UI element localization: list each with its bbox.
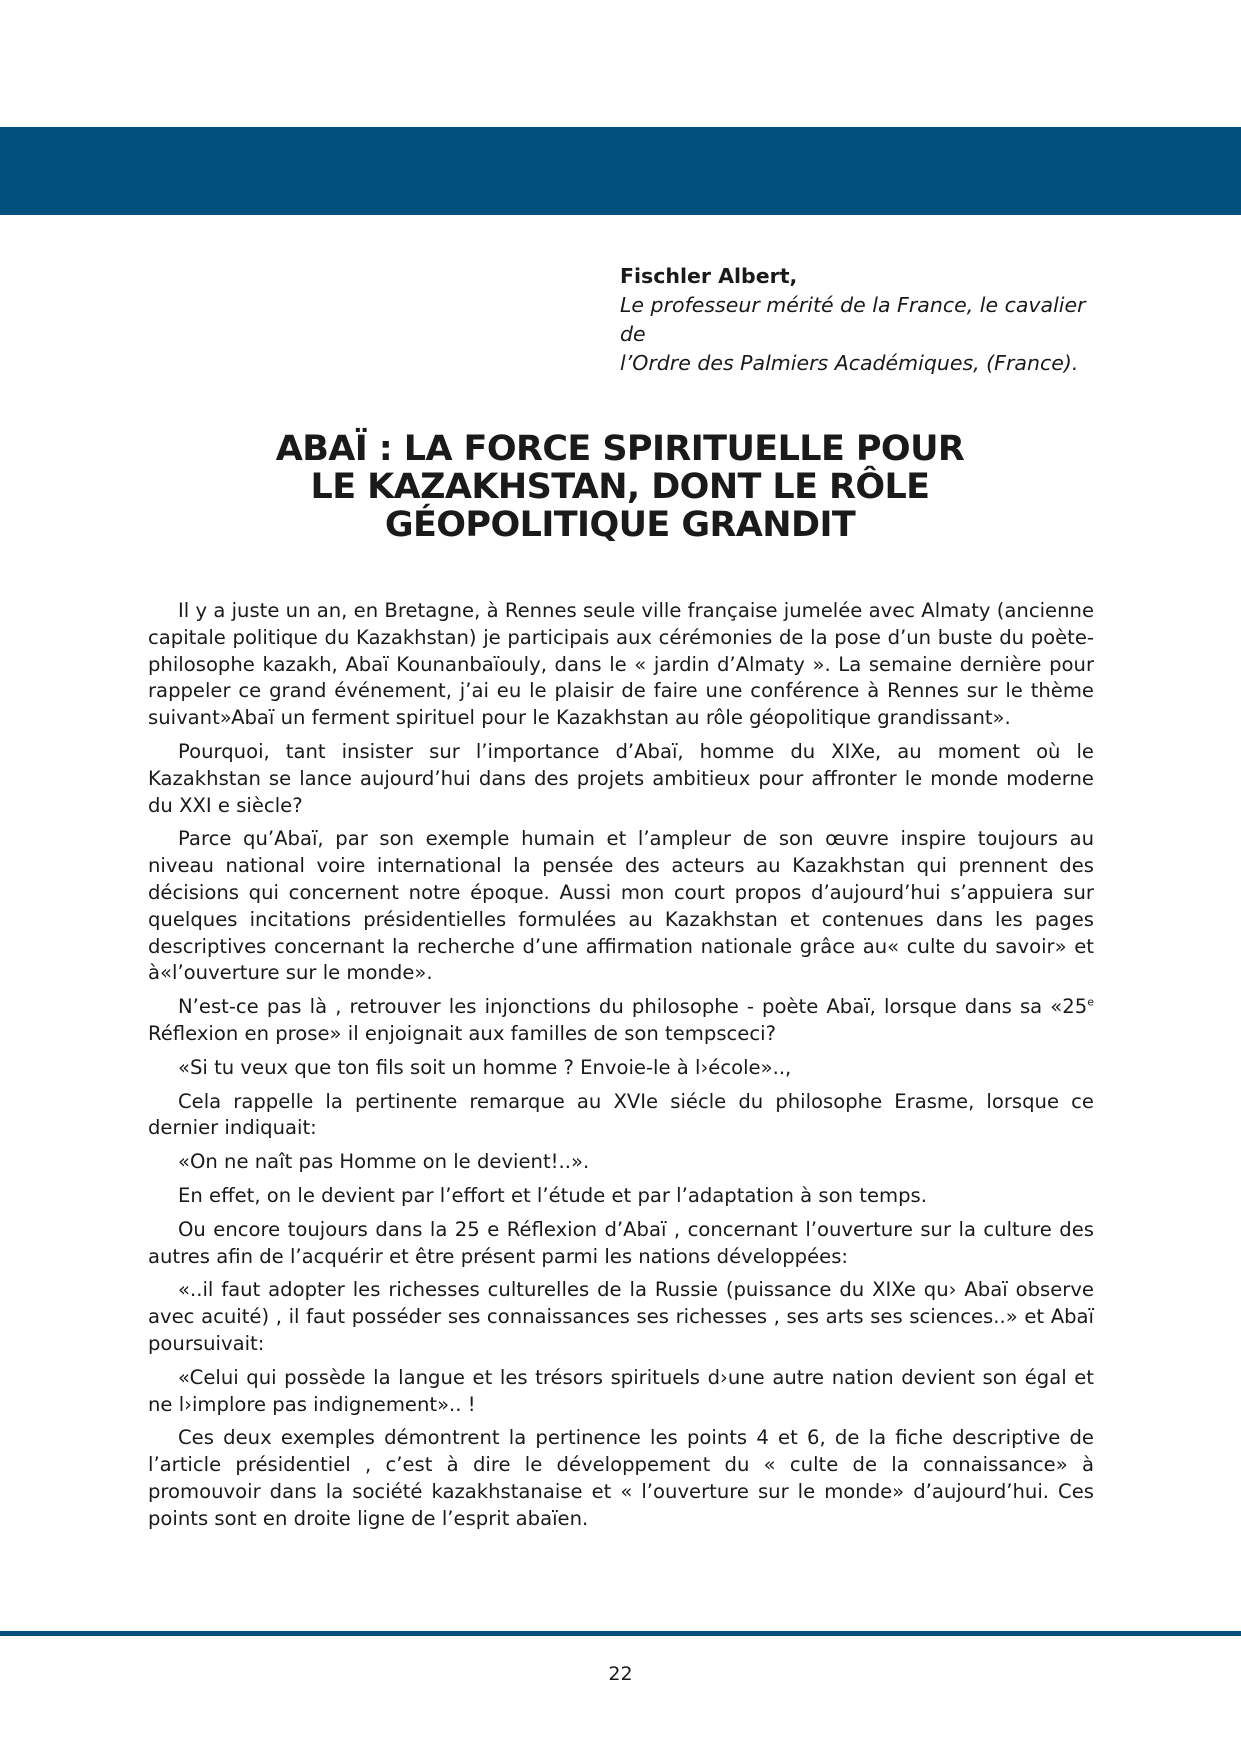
- author-role-line-2: l’Ordre des Palmiers Académiques, (France).: [620, 351, 1079, 375]
- paragraph-2: Pourquoi, tant insister sur l’importance d’Abaï, homme du XIXe, au moment où le Kazakhstan se lance aujourd’hui dans des projets ambitieux pour affronter le monde moderne du XXI e siècle?: [148, 739, 1094, 817]
- author-block: [620, 262, 1100, 378]
- article-title: [220, 430, 1020, 544]
- paragraph-7: «On ne naît pas Homme on le devient!..».: [178, 1150, 590, 1174]
- paragraph-5: «Si tu veux que ton fils soit un homme ? Envoie-le à l›école»..,: [178, 1055, 792, 1079]
- title-line-3: GÉOPOLITIQUE GRANDIT: [384, 505, 856, 545]
- paragraph-10: «..il faut adopter les richesses culturelles de la Russie (puissance du XIXe qu› Abaï observe avec acuité) , il faut posséder ses connaissances ses richesses , ses arts ses sciences..» et Abaï poursuivait:: [148, 1278, 1094, 1355]
- paragraph-6: Cela rappelle la pertinente remarque au XVIe siécle du philosophe Erasme, lorsque ce dernier indiquait:: [148, 1089, 1094, 1140]
- author-name: Fischler Albert,: [620, 264, 798, 288]
- paragraph-11: «Celui qui possède la langue et les trésors spirituels d›une autre nation devient son égal et ne l›implore pas indignement».. !: [148, 1365, 1094, 1416]
- paragraph-1: Il y a juste un an, en Bretagne, à Rennes seule ville française jumelée avec Almaty (ancienne capitale politique du Kazakhstan) je participais aux cérémonies de la pose d’un buste du poète-philosophe kazakh, Abaï Kounanbaïouly, dans le « jardin d’Almaty ». La semaine dernière pour rappeler ce grand événement, j’ai eu le plaisir de faire une conférence à Rennes sur le thème suivant»Abaï un ferment spirituel pour le Kazakhstan au rôle géopolitique grandissant».: [148, 599, 1094, 730]
- page-number: 22: [608, 1663, 633, 1685]
- article-body: [148, 598, 1094, 1540]
- paragraph-4-tail: Réflexion en prose» il enjoignait aux familles de son tempsceci?: [148, 1021, 776, 1045]
- paragraph-4: [148, 994, 1094, 1048]
- title-line-1: ABAЇ : LA FORCE SPIRITUELLE POUR: [275, 429, 965, 469]
- paragraph-9: Ou encore toujours dans la 25 e Réflexion d’Abaï , concernant l’ouverture sur la culture des autres afin de l’acquérir et être présent parmi les nations développées:: [148, 1217, 1094, 1268]
- paragraph-12: Ces deux exemples démontrent la pertinence les points 4 et 6, de la fiche descriptive de l’article présidentiel , c’est à dire le développement du « culte de la connaissance» à promouvoir dans la société kazakhstanaise et « l’ouverture sur le monde» d’aujourd’hui. Ces points sont en droite ligne de l’esprit abaïen.: [148, 1426, 1094, 1530]
- paragraph-8: En effet, on le devient par l’effort et l’étude et par l’adaptation à son temps.: [178, 1183, 927, 1207]
- ordinal-superscript: e: [1087, 995, 1094, 1009]
- paragraph-3: Parce qu’Abaï, par son exemple humain et l’ampleur de son œuvre inspire toujours au niveau national voire international la pensée des acteurs au Kazakhstan qui prennent des décisions qui concernent notre époque. Aussi mon court propos d’aujourd’hui s’appuiera sur quelques incitations présidentielles formulées au Kazakhstan et contenues dans les pages descriptives concernant la recherche d’une affirmation nationale grâce au« culte du savoir» et à«l’ouverture sur le monde».: [148, 827, 1094, 985]
- title-line-2: LE KAZAKHSTAN, DONT LE RÔLE: [310, 467, 930, 507]
- author-role-line-1: Le professeur mérité de la France, le cavalier de: [620, 293, 1086, 346]
- footer-rule: [0, 1631, 1241, 1636]
- paragraph-4-head: N’est-ce pas là , retrouver les injonctions du philosophe - poète Abaï, lorsque dans sa «25: [178, 995, 1088, 1019]
- header-band: [0, 127, 1241, 215]
